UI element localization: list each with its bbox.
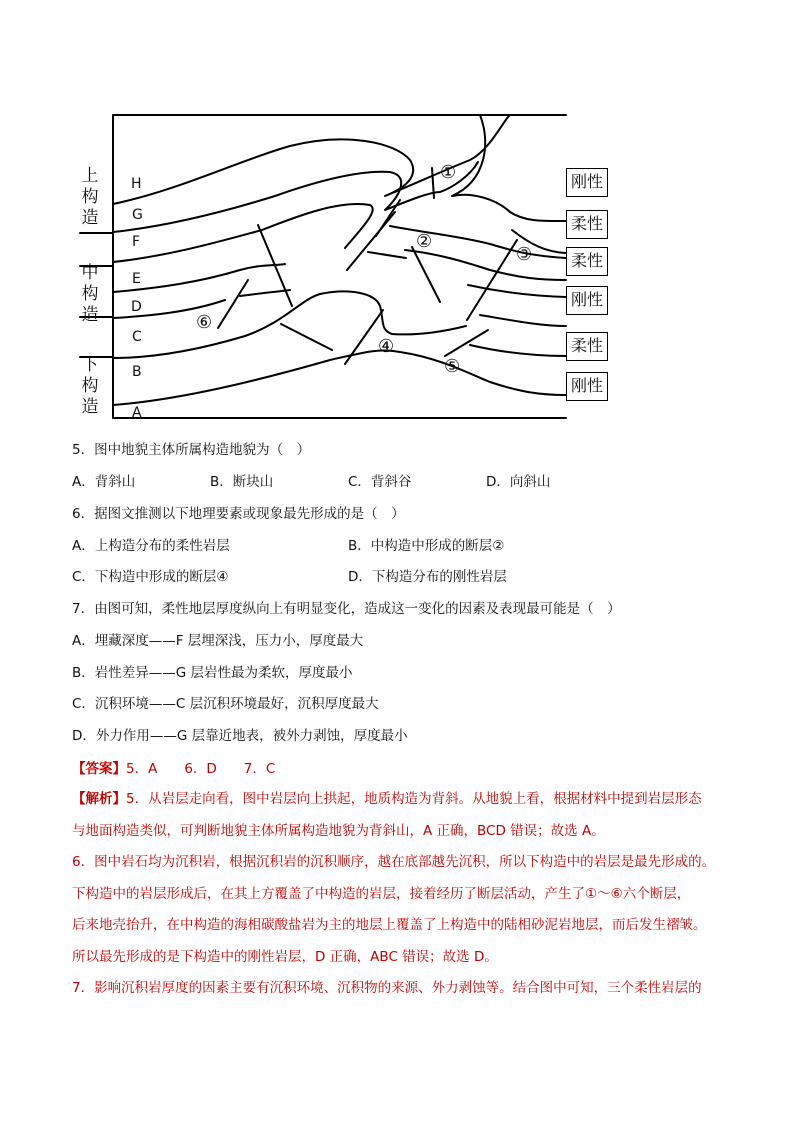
boundary-ed-mid xyxy=(405,250,566,280)
layer-g: G xyxy=(132,207,143,223)
boundary-cb-right xyxy=(480,315,566,326)
analysis-line-2: 与地面构造类似，可判断地貌主体所属构造地貌为背斜山，A 正确，BCD 错误；故选 A。 xyxy=(72,822,605,839)
geologic-cross-section xyxy=(0,0,794,425)
answer-label: 【答案】 xyxy=(72,761,126,777)
q5-option-d: D．向斜山 xyxy=(486,474,551,490)
boundary-gf xyxy=(113,162,478,232)
property-box-rigid-2: 刚性 xyxy=(566,286,608,315)
fault-label-6: ⑥ xyxy=(196,312,213,333)
analysis-line-7: 7．影响沉积岩厚度的因素主要有沉积环境、沉积物的来源、外力剥蚀等。结合图中可知，三个柔性岩层的 xyxy=(72,980,702,996)
fault-4a xyxy=(281,324,332,350)
fault-5 xyxy=(445,330,488,356)
analysis-line-3: 6．图中岩石均为沉积岩，根据沉积岩的沉积顺序，越在底部越先沉积，所以下构造中的岩层是最先形成的。 xyxy=(72,854,716,870)
answer-line xyxy=(72,760,275,778)
layer-c: C xyxy=(132,329,142,345)
boundary-bottom-mid xyxy=(470,345,566,356)
q7-option-a: A．埋藏深度——F 层埋深浅，压力小，厚度最大 xyxy=(72,633,364,649)
fault-2b xyxy=(368,252,406,258)
frame-outline xyxy=(113,115,566,418)
layer-a: A xyxy=(132,405,142,421)
boundary-hg xyxy=(113,115,510,204)
boundary-fe xyxy=(113,204,373,262)
property-box-rigid-3: 刚性 xyxy=(566,372,608,401)
fault-3 xyxy=(467,240,517,320)
answer-text: 5．A 6．D 7．C xyxy=(126,761,276,777)
fault-1 xyxy=(347,212,395,270)
question-5-stem: 5．图中地貌主体所属构造地貌为（ ） xyxy=(72,442,311,458)
layer-d: D xyxy=(131,299,142,315)
question-6-stem: 6．据图文推测以下地理要素或现象最先形成的是（ ） xyxy=(72,506,405,522)
boundary-dc-b xyxy=(240,290,290,296)
fault-label-1: ① xyxy=(440,162,457,183)
boundary-ba xyxy=(113,350,566,405)
middle-structure-label: 中 构 造 xyxy=(81,263,99,325)
property-box-soft-2: 柔性 xyxy=(566,247,608,276)
fault-label-2: ② xyxy=(416,231,433,252)
question-7-stem: 7．由图可知，柔性地层厚度纵向上有明显变化，造成这一变化的因素及表现最可能是（ ） xyxy=(72,601,621,617)
analysis-line-6: 所以最先形成的是下构造中的刚性岩层，D 正确，ABC 错误；故选 D。 xyxy=(72,948,498,965)
fault-label-4: ④ xyxy=(378,336,395,357)
q7-option-b: B．岩性差异——G 层岩性最为柔软，厚度最小 xyxy=(72,665,353,681)
analysis-block xyxy=(72,784,732,1005)
analysis-line-4: 下构造中的岩层形成后，在其上方覆盖了中构造的岩层，接着经历了断层活动，产生了①～⑥六个断层， xyxy=(72,885,691,902)
cross-section-drawing xyxy=(0,0,794,425)
q6-option-a: A．上构造分布的柔性岩层 xyxy=(72,538,230,554)
q7-option-d: D．外力作用——G 层靠近地表，被外力剥蚀，厚度最小 xyxy=(72,728,408,744)
fault-label-5: ⑤ xyxy=(444,356,461,377)
analysis-label: 【解析】 xyxy=(72,791,126,807)
upper-structure-label: 上 构 造 xyxy=(81,166,99,228)
property-box-soft-1: 柔性 xyxy=(566,210,608,239)
fault-6-short xyxy=(218,280,248,328)
property-box-rigid-1: 刚性 xyxy=(566,168,608,197)
property-box-soft-3: 柔性 xyxy=(566,332,608,361)
lower-structure-label: 下 构 造 xyxy=(81,355,99,417)
analysis-line-1: 【解析】5．从岩层走向看，图中岩层向上拱起，地质构造为背斜。从地貌上看，根据材料中提到岩层形态 xyxy=(72,791,702,807)
boundary-top-right xyxy=(452,115,566,221)
q6-option-d: D．下构造分布的刚性岩层 xyxy=(348,569,507,585)
analysis-line-5: 后来地壳抬升，在中构造的海相碳酸盐岩为主的地层上覆盖了上构造中的陆相砂泥岩地层，而后发生褶皱。 xyxy=(72,917,707,933)
layer-e: E xyxy=(132,271,141,287)
layer-b: B xyxy=(132,364,142,380)
layer-h: H xyxy=(131,176,142,192)
q5-option-a: A．背斜山 xyxy=(72,474,136,490)
q5-option-b: B．断块山 xyxy=(210,474,274,490)
q5-option-c: C．背斜谷 xyxy=(348,474,412,490)
q7-option-c: C．沉积环境——C 层沉积环境最好，沉积厚度最大 xyxy=(72,696,379,712)
q6-option-c: C．下构造中形成的断层④ xyxy=(72,569,229,585)
q6-option-b: B．中构造中形成的断层② xyxy=(348,538,505,554)
layer-f: F xyxy=(132,234,141,250)
fault-1b xyxy=(376,200,400,236)
fault-label-3: ③ xyxy=(516,244,533,265)
